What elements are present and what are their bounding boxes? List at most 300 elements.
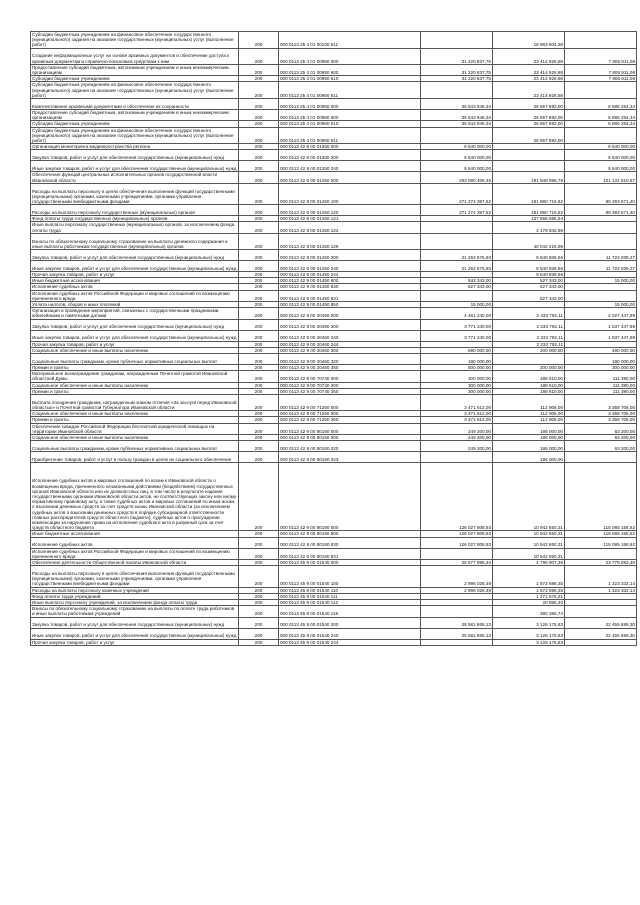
row-name-cell: Расходы на выплаты персоналу государственных (муниципальных) органов	[31, 205, 239, 216]
row-remaining-amount-cell: 1 323 332,14	[565, 587, 637, 593]
row-executed-amount-cell: 112 906,00	[493, 417, 565, 423]
row-line-code-cell: 200	[239, 278, 279, 284]
table-row	[31, 110, 637, 121]
row-executed-amount-cell: 3 126 175,83	[493, 617, 565, 628]
row-line-code-cell: 200	[239, 64, 279, 75]
row-approved-amount-cell: 4 461 240,00	[421, 308, 493, 319]
row-remaining-amount-cell: 9 640 000,00	[565, 150, 637, 161]
row-executed-amount-cell	[493, 150, 565, 161]
table-row	[31, 452, 637, 463]
row-line-code-cell: 200	[239, 548, 279, 559]
row-line-code-cell: 200	[239, 395, 279, 411]
row-line-code-cell: 200	[239, 341, 279, 347]
table-body	[31, 32, 637, 646]
table-row	[31, 261, 637, 272]
row-line-code-cell: 200	[239, 347, 279, 353]
row-line-code-cell: 200	[239, 417, 279, 423]
row-name-cell: Субсидии бюджетным учреждениям	[31, 121, 239, 127]
table-row	[31, 250, 637, 261]
row-name-cell: Организация и проведение мероприятий, связанных с государственными праздниками, юбилейными и памятными датами	[31, 308, 239, 319]
row-budget-code-cell: 000 0113 42 9 00 01450 120	[279, 205, 421, 216]
row-approved-amount-cell: 3 471 612,00	[421, 411, 493, 417]
row-approved-amount-cell: 31 220 837,75	[421, 48, 493, 64]
row-remaining-amount-cell: 7 805 911,08	[565, 48, 637, 64]
row-line-code-cell: 200	[239, 76, 279, 82]
row-approved-amount-cell: 3 471 612,00	[421, 395, 493, 411]
row-remaining-amount-cell: 490 000,00	[565, 347, 637, 353]
row-line-code-cell: 200	[239, 284, 279, 290]
row-name-cell: Субсидии бюджетным учреждениям на финансовое обеспечение государственного (муниципального) задания на оказание государственных (муниципальных) услуг (выполнение работ)	[31, 32, 239, 49]
table-row	[31, 48, 637, 64]
row-executed-amount-cell: 137 658 696,54	[493, 216, 565, 222]
table-row	[31, 566, 637, 587]
row-remaining-amount-cell: 8 886 254,34	[565, 99, 637, 110]
row-budget-code-cell: 000 0113 25 4 01 00950 000	[279, 48, 421, 64]
row-executed-amount-cell: 186 000,00	[493, 423, 565, 434]
row-approved-amount-cell: 249 200,00	[421, 435, 493, 441]
row-executed-amount-cell: 23 414 926,68	[493, 48, 565, 64]
row-budget-code-cell: 000 0113 42 9 00 01450 244	[279, 272, 421, 278]
row-name-cell: Расходы на выплаты персоналу в целях обеспечения выполнения функций государственными (муниципальными) органами, казенными учреждениями, органами управления государственными внебюджетными фондами	[31, 183, 239, 204]
row-remaining-amount-cell: 63 200,00	[565, 441, 637, 452]
row-line-code-cell: 200	[239, 161, 279, 172]
row-approved-amount-cell: 126 027 808,93	[421, 463, 493, 531]
table-row	[31, 216, 637, 222]
row-executed-amount-cell: 3 126 175,83	[493, 628, 565, 639]
row-remaining-amount-cell: 8 886 254,34	[565, 121, 637, 127]
row-executed-amount-cell: 1 271 575,21	[493, 593, 565, 599]
row-approved-amount-cell	[421, 639, 493, 645]
row-approved-amount-cell: 271 274 387,52	[421, 205, 493, 216]
row-budget-code-cell: 000 0113 42 9 00 70740 300	[279, 382, 421, 388]
row-executed-amount-cell: 186 000,00	[493, 441, 565, 452]
row-executed-amount-cell: 23 414 926,68	[493, 82, 565, 99]
row-executed-amount-cell: 2 233 792,11	[493, 319, 565, 330]
row-remaining-amount-cell: 8 886 254,34	[565, 110, 637, 121]
row-executed-amount-cell: 4 179 642,98	[493, 222, 565, 233]
row-approved-amount-cell	[421, 548, 493, 559]
row-approved-amount-cell: 21 262 675,93	[421, 261, 493, 272]
row-approved-amount-cell: 126 027 808,93	[421, 531, 493, 537]
row-approved-amount-cell: 35 543 946,34	[421, 121, 493, 127]
row-budget-code-cell: 000 0113 25 4 01 00950 611	[279, 82, 421, 99]
row-remaining-amount-cell	[565, 82, 637, 99]
row-remaining-amount-cell: 115 085 158,62	[565, 463, 637, 531]
row-remaining-amount-cell	[565, 32, 637, 49]
row-line-code-cell: 200	[239, 319, 279, 330]
row-approved-amount-cell: 542 343,00	[421, 278, 493, 284]
row-budget-code-cell: 000 0113 45 9 00 01540 112	[279, 600, 421, 606]
row-executed-amount-cell: 23 414 926,68	[493, 76, 565, 82]
row-approved-amount-cell: 293 080 406,45	[421, 172, 493, 183]
row-executed-amount-cell: 18 963 904,38	[493, 32, 565, 49]
row-line-code-cell: 200	[239, 99, 279, 110]
row-budget-code-cell: 000 0113 42 9 00 80180 000	[279, 463, 421, 531]
row-remaining-amount-cell: 190 000,00	[565, 354, 637, 365]
row-remaining-amount-cell: 89 393 671,40	[565, 183, 637, 204]
row-budget-code-cell: 000 0113 42 9 00 70740 350	[279, 388, 421, 394]
row-remaining-amount-cell: 1 323 332,14	[565, 566, 637, 587]
row-name-cell: Социальные выплаты гражданам, кроме публичных нормативных социальных выплат	[31, 441, 239, 452]
row-remaining-amount-cell: 11 722 839,27	[565, 250, 637, 261]
row-remaining-amount-cell: 9 640 000,00	[565, 161, 637, 172]
row-line-code-cell: 200	[239, 566, 279, 587]
row-budget-code-cell: 000 0113 42 9 00 20460 244	[279, 341, 421, 347]
row-remaining-amount-cell: 101 131 510,67	[565, 172, 637, 183]
table-row	[31, 639, 637, 645]
row-line-code-cell: 200	[239, 144, 279, 150]
row-executed-amount-cell: 380 265,74	[493, 606, 565, 617]
row-name-cell: Расходы на выплаты персоналу в целях обеспечения выполнения функций государственными (муниципальными) органами, казенными учреждениями, органами управления государственными внебюджетными фондами	[31, 566, 239, 587]
row-line-code-cell: 200	[239, 330, 279, 341]
row-remaining-amount-cell: 2 027 447,89	[565, 308, 637, 319]
row-budget-code-cell: 000 0113 42 9 00 20460 320	[279, 354, 421, 365]
row-approved-amount-cell: 3 471 612,00	[421, 417, 493, 423]
row-approved-amount-cell: 9 640 000,00	[421, 161, 493, 172]
row-line-code-cell: 200	[239, 628, 279, 639]
row-budget-code-cell: 000 0113 45 9 00 01540 100	[279, 566, 421, 587]
row-remaining-amount-cell: 7 805 911,08	[565, 76, 637, 82]
row-budget-code-cell: 000 0113 42 9 00 01450 129	[279, 233, 421, 249]
row-name-cell: Закупка товаров, работ и услуг для обеспечения государственных (муниципальных) нужд	[31, 250, 239, 261]
row-budget-code-cell: 000 0113 42 9 00 80160 320	[279, 441, 421, 452]
row-budget-code-cell: 000 0113 42 9 00 01450 121	[279, 216, 421, 222]
row-remaining-amount-cell: 89 393 671,40	[565, 205, 637, 216]
row-name-cell: Выплата поощрения гражданам, награжденным знаком отличия «За заслуги перед Ивановской областью» и Почетной грамотой Губернатора Ивановской области	[31, 395, 239, 411]
row-remaining-amount-cell: 111 390,00	[565, 388, 637, 394]
row-approved-amount-cell: 300 000,00	[421, 388, 493, 394]
row-approved-amount-cell: 35 543 946,34	[421, 110, 493, 121]
row-approved-amount-cell: 25 581 865,13	[421, 617, 493, 628]
row-approved-amount-cell: 190 000,00	[421, 354, 493, 365]
row-remaining-amount-cell: 23 779 083,48	[565, 560, 637, 566]
row-line-code-cell: 200	[239, 452, 279, 463]
row-approved-amount-cell: 25 581 865,13	[421, 628, 493, 639]
row-name-cell: Иные закупки товаров, работ и услуг для обеспечения государственных (муниципальных) нужд	[31, 330, 239, 341]
table-row	[31, 587, 637, 593]
row-executed-amount-cell: 9 540 836,66	[493, 272, 565, 278]
row-executed-amount-cell: 200 000,00	[493, 347, 565, 353]
row-name-cell: Закупка товаров, работ и услуг для обеспечения государственных (муниципальных) нужд	[31, 319, 239, 330]
row-name-cell: Социальное обеспечение и иные выплаты населению	[31, 411, 239, 417]
table-row	[31, 172, 637, 183]
row-budget-code-cell: 000 0113 42 9 00 01450 000	[279, 172, 421, 183]
row-name-cell: Субсидии бюджетным учреждениям на финансовое обеспечение государственного (муниципального) задания на оказание государственных (муниципальных) услуг (выполнение работ)	[31, 82, 239, 99]
row-line-code-cell: 200	[239, 617, 279, 628]
row-approved-amount-cell: 2 996 028,49	[421, 566, 493, 587]
row-name-cell: Фонд оплаты труда учреждений	[31, 593, 239, 599]
row-approved-amount-cell	[421, 82, 493, 99]
row-executed-amount-cell: 188 610,00	[493, 371, 565, 382]
row-budget-code-cell: 000 0113 42 9 00 01350 240	[279, 161, 421, 172]
row-budget-code-cell: 000 0113 25 4 01 00950 600	[279, 64, 421, 75]
row-executed-amount-cell: 26 657 692,00	[493, 110, 565, 121]
row-budget-code-cell: 000 0113 42 9 00 01450 122	[279, 222, 421, 233]
row-remaining-amount-cell	[565, 639, 637, 645]
row-name-cell: Социальное обеспечение и иные выплаты населению	[31, 347, 239, 353]
row-line-code-cell: 200	[239, 233, 279, 249]
row-approved-amount-cell: 527 343,00	[421, 284, 493, 290]
row-line-code-cell: 200	[239, 423, 279, 434]
row-name-cell: Иные закупки товаров, работ и услуг для обеспечения государственных (муниципальных) нужд	[31, 628, 239, 639]
row-name-cell: Создание информационных услуг на основе архивных документов и обеспечение доступа к архивным документам и справочно-поисковым средствам к ним	[31, 48, 239, 64]
row-line-code-cell: 200	[239, 560, 279, 566]
table-row	[31, 127, 637, 144]
row-name-cell: Комплектование архивными документами и обеспечение их сохранности	[31, 99, 239, 110]
row-name-cell: Предоставление субсидий бюджетным, автономным учреждениям и иным некоммерческим организациям	[31, 110, 239, 121]
row-remaining-amount-cell: 11 722 839,27	[565, 261, 637, 272]
row-budget-code-cell: 000 0113 42 9 00 80160 323	[279, 452, 421, 463]
table-row	[31, 382, 637, 388]
row-line-code-cell: 200	[239, 388, 279, 394]
row-remaining-amount-cell: 111 390,00	[565, 371, 637, 382]
table-row	[31, 463, 637, 531]
row-approved-amount-cell	[421, 452, 493, 463]
row-approved-amount-cell: 300 000,00	[421, 382, 493, 388]
table-row	[31, 183, 637, 204]
row-remaining-amount-cell	[565, 452, 637, 463]
table-row	[31, 537, 637, 548]
table-row	[31, 233, 637, 249]
row-name-cell: Предоставление субсидий бюджетным, автономным учреждениям и иным некоммерческим организациям	[31, 64, 239, 75]
row-budget-code-cell: 000 0113 25 4 01 00960 610	[279, 121, 421, 127]
row-line-code-cell: 200	[239, 183, 279, 204]
row-executed-amount-cell: 1 672 696,35	[493, 587, 565, 593]
row-budget-code-cell: 000 0113 42 9 00 71250 300	[279, 411, 421, 417]
row-approved-amount-cell: 31 220 837,75	[421, 76, 493, 82]
row-name-cell: Иные выплаты персоналу учреждений, за исключением фонда оплаты труда	[31, 600, 239, 606]
row-approved-amount-cell: 21 262 675,93	[421, 250, 493, 261]
row-approved-amount-cell: 9 640 000,00	[421, 144, 493, 150]
row-executed-amount-cell: 23 414 926,68	[493, 64, 565, 75]
row-executed-amount-cell: 527 343,00	[493, 278, 565, 284]
row-line-code-cell: 200	[239, 32, 279, 49]
row-approved-amount-cell: 300 000,00	[421, 371, 493, 382]
row-executed-amount-cell: 188 610,00	[493, 388, 565, 394]
table-row	[31, 560, 637, 566]
row-executed-amount-cell: 2 433 792,11	[493, 308, 565, 319]
row-approved-amount-cell: 271 274 387,52	[421, 183, 493, 204]
row-executed-amount-cell: 20 855,40	[493, 600, 565, 606]
row-name-cell: Обеспечение деятельности Общественной палаты Ивановской области	[31, 560, 239, 566]
row-executed-amount-cell: 40 042 416,99	[493, 233, 565, 249]
row-line-code-cell: 200	[239, 250, 279, 261]
row-remaining-amount-cell	[565, 233, 637, 249]
row-approved-amount-cell: 31 220 837,75	[421, 64, 493, 75]
row-budget-code-cell: 000 0113 42 9 00 80160 000	[279, 423, 421, 434]
row-name-cell: Иные закупки товаров, работ и услуг для обеспечения государственных (муниципальных) нужд	[31, 161, 239, 172]
row-remaining-amount-cell	[565, 290, 637, 301]
row-budget-code-cell: 000 0113 42 9 00 71250 350	[279, 417, 421, 423]
row-remaining-amount-cell: 1 537 447,89	[565, 319, 637, 330]
row-budget-code-cell: 000 0113 42 9 00 01350 000	[279, 144, 421, 150]
row-approved-amount-cell: 690 000,00	[421, 347, 493, 353]
table-row	[31, 423, 637, 434]
row-name-cell: Субсидии бюджетным учреждениям	[31, 76, 239, 82]
table-row	[31, 222, 637, 233]
row-executed-amount-cell: 112 906,00	[493, 395, 565, 411]
row-line-code-cell: 200	[239, 110, 279, 121]
row-executed-amount-cell: 26 657 692,00	[493, 121, 565, 127]
row-line-code-cell: 200	[239, 365, 279, 371]
row-executed-amount-cell	[493, 161, 565, 172]
row-executed-amount-cell: 527 343,00	[493, 284, 565, 290]
row-budget-code-cell: 000 0113 42 9 00 70740 000	[279, 371, 421, 382]
row-name-cell: Прочая закупка товаров, работ и услуг	[31, 639, 239, 645]
row-executed-amount-cell: 191 948 895,78	[493, 172, 565, 183]
row-budget-code-cell: 000 0113 42 9 00 01450 200	[279, 250, 421, 261]
row-name-cell: Обеспечение граждан Российской Федерации бесплатной юридической помощью на территории Ивановской области	[31, 423, 239, 434]
row-budget-code-cell: 000 0113 42 9 00 01350 200	[279, 150, 421, 161]
table-row	[31, 99, 637, 110]
table-row	[31, 64, 637, 75]
row-remaining-amount-cell: 63 200,00	[565, 423, 637, 434]
row-name-cell: Прочая закупка товаров, работ и услуг	[31, 272, 239, 278]
row-budget-code-cell: 000 0113 42 9 00 01450 830	[279, 284, 421, 290]
row-line-code-cell: 200	[239, 302, 279, 308]
row-name-cell: Закупка товаров, работ и услуг для обеспечения государственных (муниципальных) нужд	[31, 617, 239, 628]
table-row	[31, 290, 637, 301]
row-name-cell: Иные закупки товаров, работ и услуг для обеспечения государственных (муниципальных) нужд	[31, 261, 239, 272]
row-executed-amount-cell: 9 540 836,66	[493, 250, 565, 261]
row-name-cell: Исполнение судебных актов Российской Федерации и мировых соглашений по возмещению причиненного вреда	[31, 290, 239, 301]
row-approved-amount-cell: 126 027 808,93	[421, 537, 493, 548]
row-name-cell: Фонд оплаты труда государственных (муниципальных) органов	[31, 216, 239, 222]
row-line-code-cell: 200	[239, 463, 279, 531]
row-line-code-cell: 200	[239, 82, 279, 99]
row-name-cell: Организация мониторинга медиапространства региона	[31, 144, 239, 150]
row-name-cell: Закупка товаров, работ и услуг для обеспечения государственных (муниципальных) нужд	[31, 150, 239, 161]
row-name-cell: Взносы по обязательному социальному страхованию на выплаты по оплате труда работников и иные выплаты работникам учреждений	[31, 606, 239, 617]
row-budget-code-cell: 000 0113 42 9 00 80180 831	[279, 548, 421, 559]
row-approved-amount-cell: 249 200,00	[421, 423, 493, 434]
row-name-cell: Обеспечение функций центральных исполнительных органов государственной власти Ивановской области	[31, 172, 239, 183]
row-remaining-amount-cell	[565, 222, 637, 233]
row-approved-amount-cell: 249 200,00	[421, 441, 493, 452]
row-line-code-cell: 200	[239, 205, 279, 216]
row-line-code-cell: 200	[239, 150, 279, 161]
row-name-cell: Материальное вознаграждение гражданам, награжденным Почетной грамотой Ивановской областной Думы	[31, 371, 239, 382]
table-row	[31, 371, 637, 382]
row-executed-amount-cell: 188 610,00	[493, 382, 565, 388]
table-row	[31, 617, 637, 628]
row-name-cell: Взносы по обязательному социальному страхованию на выплаты денежного содержания и иные выплаты работникам государственных (муниципальных) органов	[31, 233, 239, 249]
row-name-cell: Уплата налогов, сборов и иных платежей	[31, 302, 239, 308]
table-row	[31, 411, 637, 417]
row-line-code-cell: 200	[239, 290, 279, 301]
row-remaining-amount-cell: 22 455 689,30	[565, 617, 637, 628]
table-row	[31, 205, 637, 216]
row-budget-code-cell: 000 0113 42 9 00 80180 800	[279, 531, 421, 537]
row-name-cell: Премии и гранты	[31, 388, 239, 394]
row-remaining-amount-cell: 1 537 447,89	[565, 330, 637, 341]
row-name-cell: Исполнение судебных актов Российской Федерации и мировых соглашений по возмещению причиненного вреда	[31, 548, 239, 559]
row-executed-amount-cell: 26 657 692,00	[493, 127, 565, 144]
table-row	[31, 441, 637, 452]
row-budget-code-cell: 000 0113 45 9 00 01540 244	[279, 639, 421, 645]
row-line-code-cell: 200	[239, 537, 279, 548]
row-name-cell: Премии и гранты	[31, 417, 239, 423]
row-executed-amount-cell: 181 880 716,62	[493, 205, 565, 216]
row-name-cell: Прочая закупка товаров, работ и услуг	[31, 341, 239, 347]
row-name-cell: Субсидии бюджетным учреждениям на финансовое обеспечение государственного (муниципального) задания на оказание государственных (муниципальных) услуг (выполнение работ)	[31, 127, 239, 144]
row-line-code-cell: 200	[239, 216, 279, 222]
row-executed-amount-cell: 527 343,00	[493, 290, 565, 301]
row-executed-amount-cell: 10 942 650,31	[493, 531, 565, 537]
table-row	[31, 435, 637, 441]
row-name-cell: Исполнение судебных актов и мировых соглашений по искам к Ивановской области о возмещении вреда, причиненного незаконными действиями (бездействием) государственных органов Ивановской области или их должностных лиц, в том числе в результате издания государственными органами Ивановской области актов, не соответствующих закону или иному нормативному правовому акту, а также судебных актов и мировых соглашений по иным искам о взыскании денежных средств за счет средств казны Ивановской области (за исключением судебных актов о взыскании денежных средств в порядке субсидиарной ответственности главных распорядителей средств областного бюджета), судебных актов о присуждении компенсации за нарушение права на исполнение судебного акта в разумный срок за счет средств областного бюджета	[31, 463, 239, 531]
row-remaining-amount-cell: 3 358 706,00	[565, 411, 637, 417]
table-row	[31, 347, 637, 353]
row-budget-code-cell: 000 0113 42 9 00 01450 831	[279, 290, 421, 301]
row-remaining-amount-cell: 115 085 158,62	[565, 537, 637, 548]
row-approved-amount-cell	[421, 32, 493, 49]
row-line-code-cell: 200	[239, 371, 279, 382]
row-budget-code-cell: 000 0113 45 9 00 01540 000	[279, 560, 421, 566]
row-remaining-amount-cell: 3 358 706,00	[565, 395, 637, 411]
row-remaining-amount-cell	[565, 606, 637, 617]
row-budget-code-cell: 000 0113 25 4 01 00100 611	[279, 32, 421, 49]
row-executed-amount-cell: 181 880 716,62	[493, 183, 565, 204]
row-budget-code-cell: 000 0113 45 9 00 01540 240	[279, 628, 421, 639]
row-budget-code-cell: 000 0113 42 9 00 20460 350	[279, 365, 421, 371]
row-name-cell: Приобретение товаров, работ и услуг в пользу граждан в целях их социального обеспечения	[31, 452, 239, 463]
row-budget-code-cell: 000 0113 25 4 01 00960 600	[279, 110, 421, 121]
row-name-cell: Иные бюджетные ассигнования	[31, 278, 239, 284]
row-approved-amount-cell: 28 577 986,34	[421, 560, 493, 566]
row-approved-amount-cell	[421, 127, 493, 144]
table-row	[31, 82, 637, 99]
row-approved-amount-cell	[421, 222, 493, 233]
row-line-code-cell: 200	[239, 172, 279, 183]
row-budget-code-cell: 000 0113 42 9 00 01450 850	[279, 302, 421, 308]
row-executed-amount-cell: 2 233 792,11	[493, 330, 565, 341]
row-approved-amount-cell: 500 000,00	[421, 365, 493, 371]
row-name-cell: Премии и гранты	[31, 365, 239, 371]
row-executed-amount-cell: 10 942 650,31	[493, 548, 565, 559]
row-line-code-cell: 200	[239, 308, 279, 319]
row-executed-amount-cell: 10 942 650,31	[493, 537, 565, 548]
row-name-cell: Исполнение судебных актов	[31, 537, 239, 548]
row-executed-amount-cell: 2 233 792,11	[493, 341, 565, 347]
row-approved-amount-cell	[421, 233, 493, 249]
row-line-code-cell: 200	[239, 600, 279, 606]
table-row	[31, 319, 637, 330]
row-remaining-amount-cell	[565, 127, 637, 144]
table-row	[31, 395, 637, 411]
row-line-code-cell: 200	[239, 531, 279, 537]
row-approved-amount-cell	[421, 606, 493, 617]
row-budget-code-cell: 000 0113 25 4 01 00950 610	[279, 76, 421, 82]
row-budget-code-cell: 000 0113 45 9 00 01540 200	[279, 617, 421, 628]
row-executed-amount-cell: 9 540 836,66	[493, 261, 565, 272]
row-budget-code-cell: 000 0113 42 9 00 80180 830	[279, 537, 421, 548]
row-line-code-cell: 200	[239, 121, 279, 127]
row-executed-amount-cell: 10 942 650,31	[493, 463, 565, 531]
row-approved-amount-cell: 2 996 028,49	[421, 587, 493, 593]
row-remaining-amount-cell: 15 000,00	[565, 302, 637, 308]
row-remaining-amount-cell: 7 805 911,08	[565, 64, 637, 75]
row-name-cell: Социальные выплаты гражданам, кроме публичных нормативных социальных выплат	[31, 354, 239, 365]
row-budget-code-cell: 000 0113 42 9 00 01450 800	[279, 278, 421, 284]
row-approved-amount-cell: 3 771 240,00	[421, 319, 493, 330]
row-remaining-amount-cell: 3 358 706,00	[565, 417, 637, 423]
table-row	[31, 32, 637, 49]
row-line-code-cell: 200	[239, 48, 279, 64]
row-line-code-cell: 200	[239, 272, 279, 278]
row-approved-amount-cell	[421, 290, 493, 301]
row-line-code-cell: 200	[239, 261, 279, 272]
